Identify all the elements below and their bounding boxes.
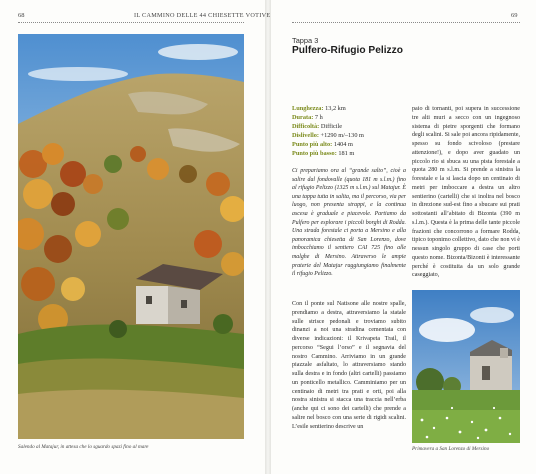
fact-row	[292, 132, 364, 141]
fact-row	[292, 105, 364, 114]
body-paragraph: paio di tornanti, poi supera in successione tre alti muri a secco con un ingegnoso sistema di pietre sporgenti che formano degli scalini. Si sale poi ancora ripidamente, spesso su fondo scivoloso (prestare attenzione!), e dopo aver guadato un piccolo rio si sbuca su una pista forestale a quota 280 m s.l.m. Si prende a sinistra la forestale e la si lascia dopo un centinaio di metri per imboccare a destra un altro sentierino (cartelli) che si inoltra nel bosco in direzione sud-est fino a sbucare sui prati sottostanti all’abitato di Bizonta (390 m s.l.m.). Questa è la prima delle tante piccole frazioni che concorrono a formare Rodda, tipico toponimo collettivo, dato che non vi è nessun singolo gruppo di case che porti questo nome. Bizonta/Bizonti è interessante perché è costituita da un solo grande caseggiato,	[412, 106, 520, 279]
fact-label: Lunghezza:	[292, 105, 324, 112]
body-text-left-column	[292, 300, 406, 431]
fact-value: 7 h	[314, 113, 323, 121]
running-head: IL CAMMINO DELLE 44 CHIESETTE VOTIVE	[134, 12, 271, 19]
stage-title: Pulfero-Rifugio Pelizzo	[292, 45, 403, 56]
fact-row	[292, 114, 364, 123]
stage-label: Tappa 3	[292, 36, 319, 45]
fact-value: 181 m	[338, 149, 355, 157]
left-header-rule	[18, 22, 244, 23]
stage-facts	[292, 105, 364, 158]
left-page-number: 68	[18, 12, 25, 19]
chapel-meadow-image	[412, 290, 520, 443]
fact-row	[292, 141, 364, 150]
body-paragraph: Con il ponte sul Natisone alle nostre spalle, prendiamo a destra, attraversiamo la statale sulle strisce pedonali e troviamo subito dinanzi a noi una stradina cementata con diverse indicazioni: il Krivapeta Trail, il percorso “Segui l’orso” e il segnavia del nostro Cammino. Arriviamo in un grande piazzale asfaltato, lo attraversiamo stando sulla destra e in fondo (altri cartelli) passiamo un ponticello metallico. Camminiamo per un centinaio di metri tra prati e orti, poi alla nostra sinistra si stacca una traccia nell’erba (anche qui ci sono dei cartelli) che prende a salire nel bosco con una serie di rigidi scalini. L’esile sentierino descrive un	[292, 301, 406, 430]
fact-value: 1404 m	[333, 140, 353, 148]
left-photo-caption: Salendo al Matajur, in attesa che lo sguardo spazi fino al mare	[18, 444, 149, 450]
fact-label: Difficoltà:	[292, 122, 320, 130]
right-photo-caption: Primavera a San Lorenzo di Mersino	[412, 446, 490, 452]
fact-label: Durata:	[292, 113, 314, 121]
right-header-rule	[292, 22, 520, 23]
fact-label: Punto più alto:	[292, 140, 333, 148]
fact-label: Punto più basso:	[292, 149, 337, 157]
fact-label: Dislivello:	[292, 131, 319, 139]
fact-value: Difficile	[320, 122, 343, 130]
matajur-photo	[18, 34, 244, 439]
fact-row	[292, 123, 364, 132]
fact-value: +1290 m/–130 m	[320, 131, 364, 139]
san-lorenzo-photo	[412, 290, 520, 443]
mountain-landscape-image	[18, 34, 244, 439]
stage-intro: Ci prepariamo ora al “grande salto”, cioè a salire dal fondovalle (quota 181 m s.l.m.) fino al rifugio Pelizzo (1325 m s.l.m.) sul Matajur. È una tappa tutta in salita, ma il percorso, via per luogo, non presenta strappi, e la continua ascesa è graduale e piacevole. Partiamo da Pulfero per esplorare i piccoli borghi di Rodda. Una strada forestale ci porta a Mersino e alla panoramica chiesetta di San Lorenzo, dove imbocchiamo il sentiero CAI 725 fino alle malghe di Mersino. Attraverso le ampie praterie del Matajur raggiungiamo finalmente il rifugio Pelizzo.	[292, 168, 406, 278]
body-text-right-column	[412, 105, 520, 280]
right-page-number: 69	[511, 12, 518, 19]
fact-row	[292, 150, 364, 159]
fact-value: 13,2 km	[325, 105, 346, 112]
